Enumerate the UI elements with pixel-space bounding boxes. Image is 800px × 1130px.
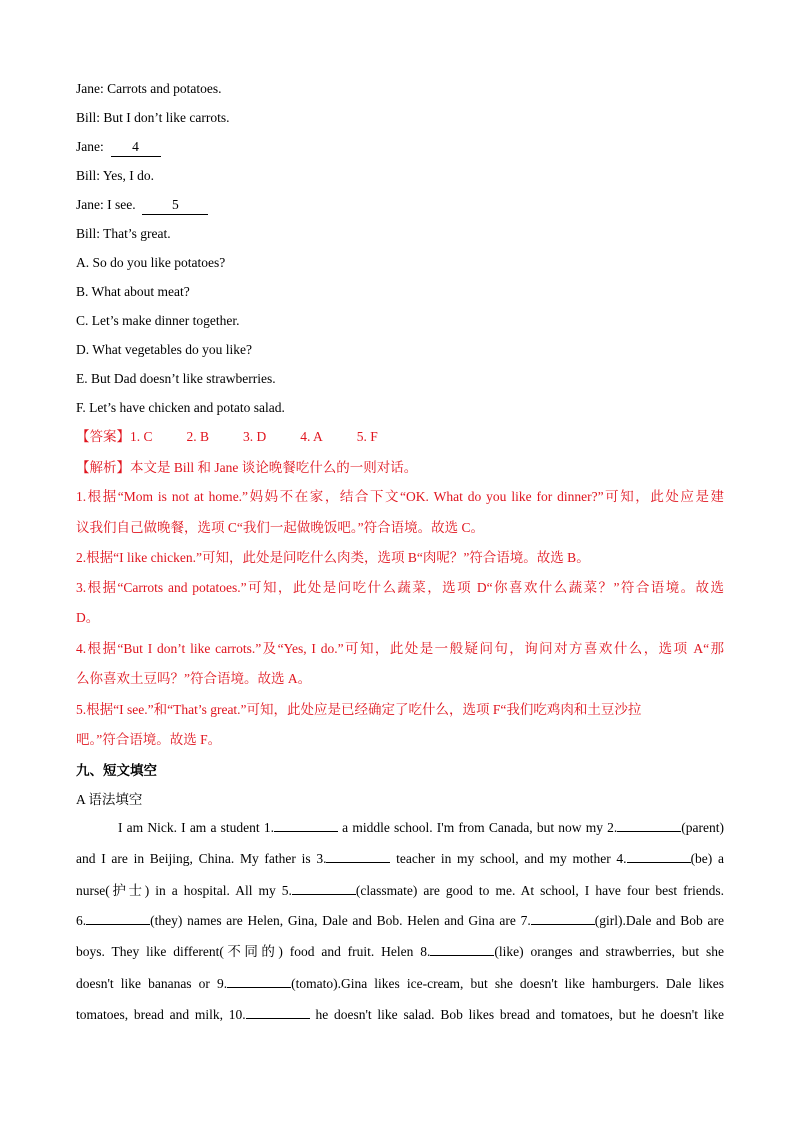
fill-blank[interactable] [531,912,595,925]
passage-text: and I are in Beijing, China. My father is 3. [76,851,327,866]
fill-blank[interactable] [430,943,494,956]
answer-label: 【答案】 [76,429,130,444]
speaker: Jane: [76,139,104,154]
fill-blank[interactable] [227,975,291,988]
analysis-line: 议我们自己做晚餐，选项 C“我们一起做晚饭吧。”符合语境。故选 C。 [76,520,484,535]
passage-text: nurse(护士) in a hospital. All my 5. [76,883,292,898]
analysis-label: 【解析】 [76,460,130,475]
section-subheading: A 语法填空 [76,792,143,807]
speaker: Bill: [76,226,101,241]
option-f: F. Let’s have chicken and potato salad. [76,400,285,415]
analysis-line: D。 [76,610,100,625]
fill-blank[interactable] [617,819,681,832]
speaker: Bill: [76,168,101,183]
answer-item: 2. B [186,429,210,444]
section-heading: 九、短文填空 [76,763,157,778]
passage-text: a middle school. I'm from Canada, but now my 2. [337,820,618,835]
dialogue-text: I see. [107,197,136,212]
option-d: D. What vegetables do you like? [76,342,252,357]
analysis-line: 么你喜欢土豆吗？”符合语境。故选 A。 [76,671,312,686]
dialogue-line [76,167,154,185]
passage-text: (like) oranges and strawberries, but she [494,944,724,959]
dialogue-line [76,225,171,243]
passage-text: (parent) [681,820,724,835]
dialogue-text: That’s great. [103,226,171,241]
fill-blank[interactable] [274,819,338,832]
dialogue-text: Yes, I do. [102,168,155,183]
passage-text: 6. [76,913,87,928]
passage-text: (be) a [690,851,724,866]
dialogue-text: Carrots and potatoes. [107,81,222,96]
option-a: A. So do you like potatoes? [76,255,226,270]
passage-text: doesn't like bananas or 9. [76,976,228,991]
analysis-line: 1.根据“Mom is not at home.”妈妈不在家，结合下文“OK. What do you like for dinner?”可知，此处应是建 [76,489,724,504]
speaker: Jane: [76,197,104,212]
speaker: Bill: [76,110,101,125]
option-e: E. But Dad doesn’t like strawberries. [76,371,276,386]
passage-line [76,850,724,868]
blank-5[interactable]: 5 [142,196,208,215]
blank-4[interactable]: 4 [111,138,161,157]
passage-text: (girl).Dale and Bob are [594,913,724,928]
passage-text: (they) names are Helen, Gina, Dale and Bob. Helen and Gina are 7. [150,913,531,928]
analysis-line: 2.根据“I like chicken.”可知，此处是问吃什么肉类，选项 B“肉呢？”符合语境。故选 B。 [76,550,590,565]
passage-text: (tomato).Gina likes ice-cream, but she doesn't like hamburgers. Dale likes [291,976,724,991]
dialogue-line [76,196,208,215]
answer-item: 1. C [130,429,153,444]
passage-line [76,882,724,900]
analysis-line: 吧。”符合语境。故选 F。 [76,732,222,747]
analysis-summary-text: 本文是 Bill 和 Jane 谈论晚餐吃什么的一则对话。 [130,460,418,475]
passage-text: I am Nick. I am a student 1. [118,820,274,835]
fill-blank[interactable] [246,1006,310,1019]
speaker: Jane: [76,81,104,96]
passage-text: tomatoes, bread and milk, 10. [76,1007,246,1022]
dialogue-text: But I don’t like carrots. [103,110,230,125]
passage-text: boys. They like different(不同的) food and fruit. Helen 8. [76,944,431,959]
analysis-line: 4.根据“But I don’t like carrots.”及“Yes, I do.”可知，此处是一般疑问句，询问对方喜欢什么，选项 A“那 [76,641,724,656]
option-b: B. What about meat? [76,284,190,299]
passage-text: teacher in my school, and my mother 4. [390,851,627,866]
analysis-line: 3.根据“Carrots and potatoes.”可知，此处是问吃什么蔬菜，选项 D“你喜欢什么蔬菜？”符合语境。故选 [76,580,724,595]
passage-line [76,975,724,993]
analysis-line: 5.根据“I see.”和“That’s great.”可知，此处应是已经确定了吃什么，选项 F“我们吃鸡肉和土豆沙拉 [76,702,642,717]
passage-line [76,943,724,961]
option-c: C. Let’s make dinner together. [76,313,240,328]
passage-line [76,1006,724,1024]
dialogue-line [76,80,221,98]
passage-line [76,912,724,930]
fill-blank[interactable] [86,912,150,925]
passage-line [76,819,724,837]
answer-item: 4. A [300,429,323,444]
answer-item: 3. D [243,429,267,444]
fill-blank[interactable] [292,882,356,895]
analysis-summary [76,459,417,477]
dialogue-line [76,138,161,157]
fill-blank[interactable] [326,850,390,863]
passage-text: he doesn't like salad. Bob likes bread and tomatoes, but he doesn't like [309,1007,725,1022]
fill-blank[interactable] [627,850,691,863]
answer-line [76,428,378,446]
answer-item: 5. F [356,429,378,444]
passage-text: (classmate) are good to me. At school, I have four best friends. [355,883,724,898]
dialogue-line [76,109,230,127]
